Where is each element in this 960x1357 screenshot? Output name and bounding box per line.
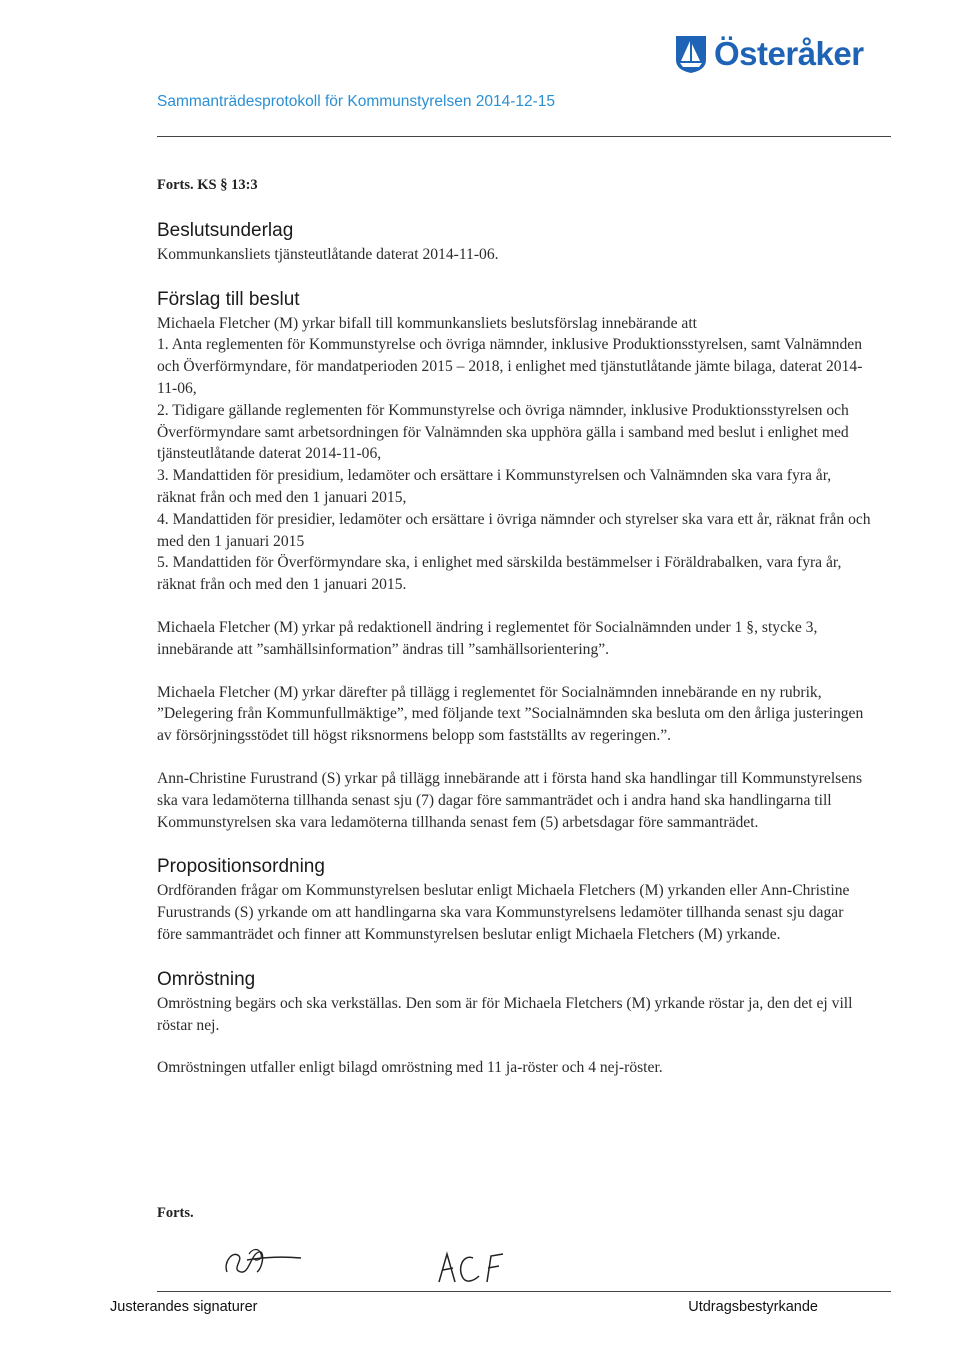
- section-heading-propositionsordning: Propositionsordning: [157, 856, 325, 878]
- forslag-item-3: 3. Mandattiden för presidium, ledamöter och ersättare i Kommunstyrelsen och Valnämnden ska vara fyra år, räknat från och med den 1 januari 2015,: [157, 467, 832, 506]
- omrostning-text-2: Omröstningen utfaller enligt bilagd omröstning med 11 ja-röster och 4 nej-röster.: [157, 1059, 663, 1077]
- continuation-label: Forts. KS § 13:3: [157, 177, 258, 193]
- document-body: [157, 175, 872, 1079]
- beslutsunderlag-text: Kommunkansliets tjänsteutlåtande daterat 2014-11-06.: [157, 245, 499, 263]
- section-heading-beslutsunderlag: Beslutsunderlag: [157, 219, 294, 241]
- forslag-item-4: 4. Mandattiden för presidier, ledamöter och ersättare i övriga nämnder och styrelser ska vara ett år, räknat från och med den 1 januari 2015: [157, 510, 871, 550]
- handwritten-signature-1: [219, 1242, 309, 1282]
- omrostning-text-1: Omröstning begärs och ska verkställas. Den som är för Michaela Fletchers (M) yrkande röstar ja, den det ej vill röstar nej.: [157, 994, 853, 1034]
- header-divider: [157, 136, 891, 137]
- logo-text: Österåker: [714, 35, 864, 72]
- continuation-label-bottom: Forts.: [157, 1205, 194, 1221]
- forslag-item-5: 5. Mandattiden för Överförmyndare ska, i enlighet med särskilda bestämmelser i Föräldrabalken, vara fyra år, räknat från och med den 1 januari 2015.: [157, 554, 842, 594]
- forslag-paragraph-2: Michaela Fletcher (M) yrkar på redaktionell ändring i reglementet för Socialnämnden under 1 §, stycke 3, innebärande att ”samhällsinformation” ändras till ”samhällsorientering”.: [157, 618, 818, 658]
- handwritten-signature-2: [435, 1248, 505, 1288]
- propositionsordning-text: Ordföranden frågar om Kommunstyrelsen beslutar enligt Michaela Fletchers (M) yrkanden eller Ann-Christine Furustrands (S) yrkande om att handlingarna ska vara Kommunstyrelsens ledamöter tillhanda senast sju dagar före sammanträdet och finner att Kommunstyrelsen beslutar enligt Michaela Fletchers (M) yrkande.: [157, 882, 850, 943]
- forslag-intro: Michaela Fletcher (M) yrkar bifall till kommunkansliets beslutsförslag innebärande att: [157, 314, 697, 332]
- forslag-paragraph-4: Ann-Christine Furustrand (S) yrkar på tillägg innebärande att i första hand ska handlingar till Kommunstyrelsens ska vara ledamöterna tillhanda senast sju (7) dagar före sammanträdet och i andra hand ska handlingarna till Kommunstyrelsen ska vara ledamöterna tillhanda senast fem (5) arbetsdagar före sammanträdet.: [157, 769, 863, 831]
- footer-divider: [157, 1291, 891, 1292]
- section-heading-forslag: Förslag till beslut: [157, 288, 300, 310]
- forslag-item-2: 2. Tidigare gällande reglementen för Kommunstyrelse och övriga nämnder, inklusive Produktionsstyrelsen och Överförmyndare samt arbetsordningen för Valnämnden ska upphöra gälla i samband med beslut i enlighet med tjänsteutlåtande daterat 2014-11-06,: [157, 401, 849, 463]
- document-header-title: Sammanträdesprotokoll för Kommunstyrelsen 2014-12-15: [157, 93, 556, 110]
- section-heading-omrostning: Omröstning: [157, 968, 256, 990]
- forslag-paragraph-3: Michaela Fletcher (M) yrkar därefter på tillägg i reglementet för Socialnämnden innebärande en ny rubrik, ”Delegering från Kommunfullmäktige”, med följande text ”Socialnämnden ska besluta om den årliga justeringen av försörjningsstödet till högst riksnormens belopp som fastställts av regeringen.”.: [157, 683, 864, 745]
- ship-emblem-icon: [674, 34, 708, 74]
- forslag-item-1: 1. Anta reglementen för Kommunstyrelse och övriga nämnder, inklusive Produktionsstyrelsen, samt Valnämnden och Överförmyndare, för mandatperioden 2015 – 2018, i enlighet med tjänstutlåtande jämte bilaga, daterat 2014-11-06,: [157, 336, 863, 397]
- footer-utdragsbestyrkande: Utdragsbestyrkande: [688, 1299, 818, 1315]
- footer-justerandes-signaturer: Justerandes signaturer: [110, 1299, 258, 1315]
- municipality-logo: [674, 26, 884, 82]
